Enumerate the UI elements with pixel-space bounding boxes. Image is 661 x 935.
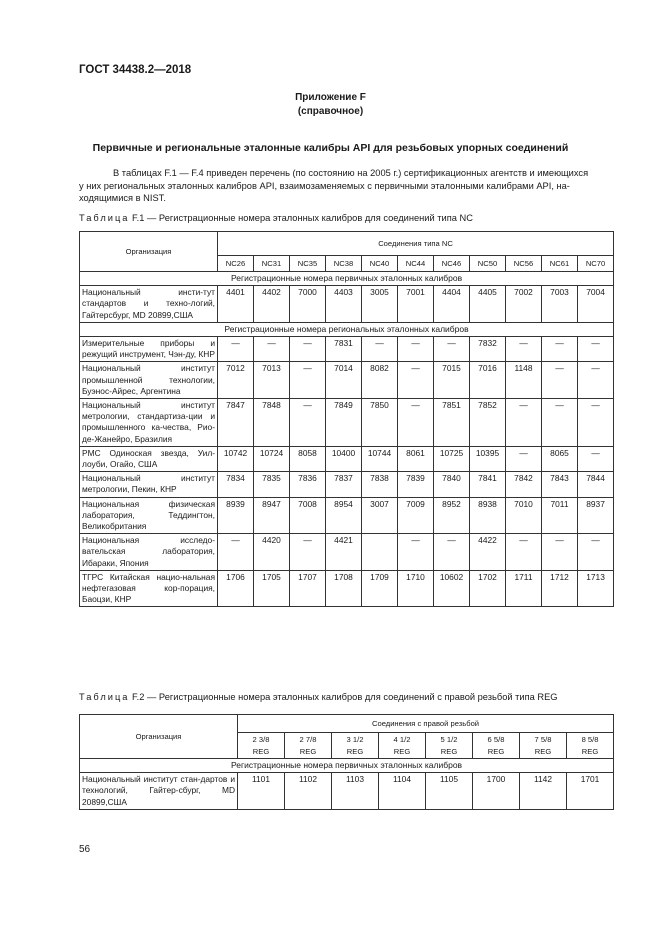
value-cell: 7832 — [470, 337, 506, 362]
value-cell: — — [578, 446, 614, 471]
value-cell: — — [506, 399, 542, 447]
value-cell: — — [506, 446, 542, 471]
column-type: REG — [346, 746, 364, 756]
value-cell: 10725 — [434, 446, 470, 471]
column-size: 2 7/8 — [299, 735, 317, 745]
table-row — [80, 534, 614, 571]
value-cell: 7839 — [398, 472, 434, 497]
value-cell: 8939 — [218, 497, 254, 534]
value-cell: 7843 — [542, 472, 578, 497]
value-cell: — — [578, 534, 614, 571]
value-cell: — — [398, 337, 434, 362]
value-cell: 7840 — [434, 472, 470, 497]
column-type: REG — [252, 746, 270, 756]
table1-column-header: NC70 — [578, 256, 614, 272]
organization-cell: Национальный институт метрологии, Пекин, КНР — [80, 472, 218, 497]
intro-line-2: у них региональных эталонных калибров API, взаимозаменяемых с первичными эталонными калибрами API, на- — [79, 180, 570, 191]
intro-line-1: В таблицах F.1 — F.4 приведен перечень (по состоянию на 2005 г.) сертификационных агентств и имеющихся — [113, 168, 589, 178]
column-size: 8 5/8 — [581, 735, 599, 745]
value-cell: 4422 — [470, 534, 506, 571]
value-cell: — — [290, 399, 326, 447]
value-cell: 7011 — [542, 497, 578, 534]
table1-caption — [79, 213, 473, 223]
value-cell: 7008 — [290, 497, 326, 534]
value-cell — [362, 534, 398, 571]
table2-column-header — [567, 733, 614, 759]
value-cell: 1105 — [426, 773, 473, 810]
value-cell: 1101 — [238, 773, 285, 810]
value-cell: 10744 — [362, 446, 398, 471]
organization-cell: Национальный инсти-тут стандартов и техно-логий, Гайтерсбург, MD 20899,США — [80, 286, 218, 323]
table-row — [80, 497, 614, 534]
value-cell: — — [398, 399, 434, 447]
value-cell: — — [290, 362, 326, 399]
table-row — [80, 399, 614, 447]
value-cell: 1148 — [506, 362, 542, 399]
value-cell: 10724 — [254, 446, 290, 471]
value-cell: 8952 — [434, 497, 470, 534]
value-cell: 4403 — [326, 286, 362, 323]
value-cell: 7015 — [434, 362, 470, 399]
value-cell: 3007 — [362, 497, 398, 534]
organization-cell: Национальный институт промышленной технологии, Буэнос-Айрес, Аргентина — [80, 362, 218, 399]
table1-column-header: NC31 — [254, 256, 290, 272]
value-cell: — — [362, 337, 398, 362]
column-size: 7 5/8 — [534, 735, 552, 745]
table2-column-header — [285, 733, 332, 759]
value-cell: 10602 — [434, 570, 470, 607]
organization-cell: Измерительные приборы и режущий инструмент, Чэн-ду, КНР — [80, 337, 218, 362]
column-type: REG — [440, 746, 458, 756]
value-cell: 1713 — [578, 570, 614, 607]
section-heading: Первичные и региональные эталонные калибры API для резьбовых упорных соединений — [92, 142, 569, 154]
section-label: Регистрационные номера первичных эталонных калибров — [80, 759, 614, 773]
organization-cell: ТГРС Китайская нацио-нальная нефтегазовая кор-порация, Баоцзи, КНР — [80, 570, 218, 607]
value-cell: 1142 — [520, 773, 567, 810]
value-cell: 7012 — [218, 362, 254, 399]
table1-caption-prefix: Таблица — [79, 213, 130, 223]
value-cell: 7852 — [470, 399, 506, 447]
value-cell: 8937 — [578, 497, 614, 534]
value-cell: 8938 — [470, 497, 506, 534]
table1-group-header: Соединения типа NC — [218, 232, 614, 256]
table-row — [80, 337, 614, 362]
value-cell: 8082 — [362, 362, 398, 399]
value-cell: 7009 — [398, 497, 434, 534]
value-cell: 7850 — [362, 399, 398, 447]
value-cell: 7837 — [326, 472, 362, 497]
intro-line-3: ходящимися в NIST. — [79, 193, 166, 203]
value-cell: 1102 — [285, 773, 332, 810]
value-cell: 1700 — [473, 773, 520, 810]
table2-caption — [79, 692, 558, 702]
standard-number: ГОСТ 34438.2—2018 — [79, 64, 192, 76]
value-cell: — — [506, 534, 542, 571]
value-cell: 1711 — [506, 570, 542, 607]
table2-caption-prefix: Таблица — [79, 692, 130, 702]
value-cell: — — [218, 337, 254, 362]
appendix-subtitle: (справочное) — [297, 106, 364, 117]
section-row — [80, 759, 614, 773]
value-cell: 7849 — [326, 399, 362, 447]
value-cell: 8947 — [254, 497, 290, 534]
value-cell: 7844 — [578, 472, 614, 497]
intro-paragraph — [79, 167, 615, 205]
value-cell: 8065 — [542, 446, 578, 471]
value-cell: — — [578, 399, 614, 447]
value-cell: — — [434, 337, 470, 362]
value-cell: 3005 — [362, 286, 398, 323]
value-cell: — — [254, 337, 290, 362]
value-cell: 7831 — [326, 337, 362, 362]
value-cell: 4405 — [470, 286, 506, 323]
table1-caption-text: F.1 — Регистрационные номера эталонных калибров для соединений типа NC — [129, 213, 473, 223]
value-cell: — — [218, 534, 254, 571]
value-cell: 7000 — [290, 286, 326, 323]
value-cell: 8954 — [326, 497, 362, 534]
value-cell: 7838 — [362, 472, 398, 497]
section-label: Регистрационные номера первичных эталонных калибров — [80, 272, 614, 286]
value-cell: 1104 — [379, 773, 426, 810]
value-cell: 7010 — [506, 497, 542, 534]
column-size: 2 3/8 — [252, 735, 270, 745]
value-cell: 7841 — [470, 472, 506, 497]
organization-cell: Национальная исследо-вательская лаборатория, Ибараки, Япония — [80, 534, 218, 571]
table1-column-header: NC50 — [470, 256, 506, 272]
column-size: 4 1/2 — [393, 735, 411, 745]
value-cell: 7004 — [578, 286, 614, 323]
value-cell: 7835 — [254, 472, 290, 497]
table-f1 — [79, 231, 614, 607]
value-cell: 7001 — [398, 286, 434, 323]
value-cell: — — [542, 337, 578, 362]
column-size: 3 1/2 — [346, 735, 364, 745]
table-row — [80, 570, 614, 607]
column-size: 6 5/8 — [487, 735, 505, 745]
table1-column-header: NC26 — [218, 256, 254, 272]
table1-column-header: NC40 — [362, 256, 398, 272]
table2-column-header — [473, 733, 520, 759]
table-row — [80, 362, 614, 399]
value-cell: 4420 — [254, 534, 290, 571]
value-cell: 1702 — [470, 570, 506, 607]
value-cell: — — [398, 534, 434, 571]
table-row — [80, 446, 614, 471]
table2-caption-text: F.2 — Регистрационные номера эталонных калибров для соединений с правой резьбой типа REG — [129, 692, 558, 702]
table-f2 — [79, 714, 614, 810]
value-cell: 7848 — [254, 399, 290, 447]
value-cell: — — [578, 362, 614, 399]
value-cell: 7842 — [506, 472, 542, 497]
value-cell: 1712 — [542, 570, 578, 607]
value-cell: 7836 — [290, 472, 326, 497]
organization-cell: PMC Одиноская звезда, Уил-лоуби, Огайо, США — [80, 446, 218, 471]
value-cell: — — [542, 362, 578, 399]
table1-column-header: NC56 — [506, 256, 542, 272]
table1-column-header: NC44 — [398, 256, 434, 272]
value-cell: 4401 — [218, 286, 254, 323]
table2-org-header: Организация — [80, 715, 238, 759]
appendix-header — [0, 91, 661, 119]
value-cell: 8058 — [290, 446, 326, 471]
table1-column-header: NC61 — [542, 256, 578, 272]
value-cell: 7851 — [434, 399, 470, 447]
column-size: 5 1/2 — [440, 735, 458, 745]
column-type: REG — [299, 746, 317, 756]
page-number: 56 — [79, 844, 91, 855]
appendix-title: Приложение F — [295, 92, 366, 103]
section-row — [80, 272, 614, 286]
value-cell: 4402 — [254, 286, 290, 323]
value-cell: 7002 — [506, 286, 542, 323]
value-cell: 1707 — [290, 570, 326, 607]
section-row — [80, 322, 614, 336]
value-cell: — — [290, 534, 326, 571]
value-cell: — — [506, 337, 542, 362]
table-row — [80, 472, 614, 497]
value-cell: 4404 — [434, 286, 470, 323]
value-cell: 1103 — [332, 773, 379, 810]
value-cell: 1705 — [254, 570, 290, 607]
value-cell: 1706 — [218, 570, 254, 607]
organization-cell: Национальный институт метрологии, стандартиза-ции и промышленного ка-чества, Рио-де-Жанейро, Бразилия — [80, 399, 218, 447]
value-cell: — — [542, 399, 578, 447]
value-cell: 7016 — [470, 362, 506, 399]
table1-column-header: NC38 — [326, 256, 362, 272]
value-cell: — — [578, 337, 614, 362]
organization-cell: Национальная физическая лаборатория, Теддингтон, Великобритания — [80, 497, 218, 534]
value-cell: 10395 — [470, 446, 506, 471]
value-cell: — — [398, 362, 434, 399]
organization-cell: Национальный институт стан-дартов и технологий, Гайтер-сбург, MD 20899,США — [80, 773, 238, 810]
table1-org-header: Организация — [80, 232, 218, 272]
table2-column-header — [379, 733, 426, 759]
value-cell: 10742 — [218, 446, 254, 471]
value-cell: — — [542, 534, 578, 571]
value-cell: 10400 — [326, 446, 362, 471]
table-row — [80, 773, 614, 810]
column-type: REG — [487, 746, 505, 756]
table2-column-header — [332, 733, 379, 759]
column-type: REG — [534, 746, 552, 756]
value-cell: 7014 — [326, 362, 362, 399]
value-cell: 7003 — [542, 286, 578, 323]
value-cell: 7834 — [218, 472, 254, 497]
table-row — [80, 286, 614, 323]
value-cell: 8061 — [398, 446, 434, 471]
table2-column-header — [238, 733, 285, 759]
value-cell: 7847 — [218, 399, 254, 447]
value-cell: 4421 — [326, 534, 362, 571]
value-cell: 1701 — [567, 773, 614, 810]
column-type: REG — [581, 746, 599, 756]
value-cell: 1710 — [398, 570, 434, 607]
table1-column-header: NC35 — [290, 256, 326, 272]
value-cell: 1709 — [362, 570, 398, 607]
column-type: REG — [393, 746, 411, 756]
value-cell: 7013 — [254, 362, 290, 399]
table2-column-header — [426, 733, 473, 759]
value-cell: 1708 — [326, 570, 362, 607]
section-label: Регистрационные номера региональных эталонных калибров — [80, 322, 614, 336]
table1-column-header: NC46 — [434, 256, 470, 272]
value-cell: — — [290, 337, 326, 362]
table2-column-header — [520, 733, 567, 759]
table2-group-header: Соединения с правой резьбой — [238, 715, 614, 733]
value-cell: — — [434, 534, 470, 571]
